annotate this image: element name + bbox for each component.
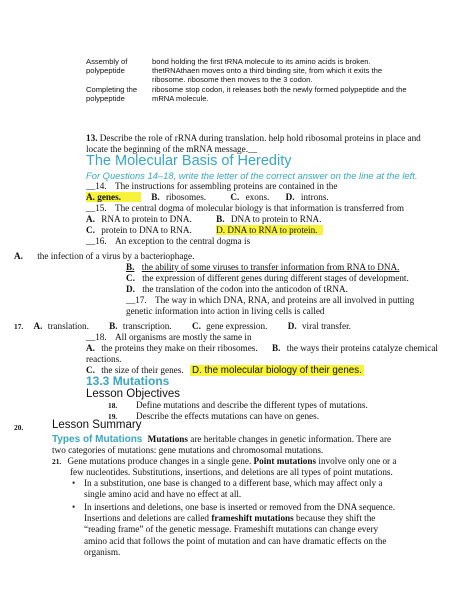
option-a: translation. xyxy=(47,321,89,331)
q16-option-a xyxy=(14,251,194,262)
option-b-label: B. xyxy=(151,192,160,202)
bullet-text: “reading frame” of the genetic message. Frameshift mutations can change every xyxy=(84,524,379,535)
option-b: transcription. xyxy=(122,321,172,331)
option-c-label: C. xyxy=(86,225,95,235)
question-text: Describe the role of rRNA during translation. help hold ribosomal proteins in place and xyxy=(99,133,421,143)
bullet-text: organism. xyxy=(84,546,121,557)
q17-options xyxy=(14,321,351,332)
answer-blank: __17. xyxy=(126,295,147,305)
objective-text: Describe the effects mutations can have on genes. xyxy=(136,411,320,421)
option-a-label: A. xyxy=(33,321,43,331)
table-term: polypeptide xyxy=(86,66,125,75)
answer-blank: __18. xyxy=(86,332,107,342)
bullet-text: Insertions and deletions are called xyxy=(84,513,210,524)
table-desc: ribosome stop codon, it releases both the newly formed polypeptide and the xyxy=(152,85,407,94)
option-b-label: B. xyxy=(271,343,281,353)
q16-option-b xyxy=(126,262,399,273)
point-mutations-text: involve only one or a xyxy=(318,456,397,466)
q15-options-cd xyxy=(86,225,323,236)
lesson-summary-heading: Lesson Summary xyxy=(52,419,142,431)
paragraph-number: 21. xyxy=(52,457,62,466)
q18-option-b-cont: reactions. xyxy=(86,354,122,364)
option-c: gene expression. xyxy=(206,321,268,331)
bullet-line xyxy=(84,513,464,524)
option-b: ribosomes. xyxy=(166,192,207,202)
option-b: DNA to protein to RNA. xyxy=(230,214,322,224)
instructions: For Questions 14–18, write the letter of the correct answer on the line at the left. xyxy=(86,170,418,181)
option-a: RNA to protein to DNA. xyxy=(101,214,192,224)
answer-blank: __15. xyxy=(86,203,107,213)
mutations-definition: are heritable changes in genetic information. There are xyxy=(190,434,392,444)
gene-mutations-text: Gene mutations produce changes in a single gene. xyxy=(67,456,252,466)
question-16 xyxy=(86,236,250,247)
option-d: D. the molecular biology of their genes. xyxy=(191,365,362,376)
option-d: D. DNA to RNA to protein. xyxy=(216,225,323,235)
section-title: The Molecular Basis of Heredity xyxy=(86,153,292,169)
mutations-categories: two categories of mutations: gene mutations and chromosomal mutations. xyxy=(52,445,324,455)
objective-number: 18. xyxy=(108,401,118,410)
option-c: the size of their genes. xyxy=(101,365,184,375)
option-a: the proteins they make on their ribosomes. xyxy=(101,343,258,353)
option-c-label: C. xyxy=(230,192,240,202)
q16-option-d xyxy=(126,284,348,295)
question-text: The way in which DNA, RNA, and proteins are all involved in putting xyxy=(154,295,415,305)
question-text: An exception to the central dogma is xyxy=(114,236,251,246)
question-17-cont: genetic information into action in living cells is called xyxy=(126,306,325,316)
option-b-label: B. xyxy=(216,214,225,224)
question-text: The central dogma of molecular biology is that information is transferred from xyxy=(114,203,405,213)
question-number: 17. xyxy=(14,322,24,331)
option-b: the ability of some viruses to transfer information from RNA to DNA. xyxy=(141,262,400,272)
option-d-label: D. xyxy=(287,321,297,331)
table-desc: thetRNAthaen moves onto a third binding site, from which it exits the xyxy=(152,66,383,75)
table-desc: ribosome. ribosome then moves to the 3 codon. xyxy=(152,75,313,84)
q14-options xyxy=(86,192,329,203)
paragraph-21 xyxy=(52,456,396,467)
bullet-insertions xyxy=(72,502,464,558)
option-d: introns. xyxy=(300,192,329,202)
section-13-3-title: 13.3 Mutations xyxy=(86,374,170,388)
table-desc: bond holding the first tRNA molecule to its amino acids is broken. xyxy=(152,57,371,66)
question-13 xyxy=(86,133,421,144)
lesson-summary-row xyxy=(14,419,142,433)
option-d: the translation of the codon into the anticodon of tRNA. xyxy=(142,284,348,294)
question-text: All organisms are mostly the same in xyxy=(114,332,252,342)
table-term: polypeptide xyxy=(86,94,125,103)
objective-text: Define mutations and describe the different types of mutations. xyxy=(136,400,368,410)
option-b-label: B. xyxy=(126,262,135,272)
frameshift-term: frameshift mutations xyxy=(211,513,294,524)
answer-blank: __14. xyxy=(86,181,107,191)
option-a-label: A. xyxy=(86,214,95,224)
lesson-objectives-heading: Lesson Objectives xyxy=(86,388,180,400)
option-d: viral transfer. xyxy=(301,321,351,331)
option-c-label: C. xyxy=(86,365,95,375)
bullet-icon: • xyxy=(72,502,76,512)
q16-option-c xyxy=(126,273,409,284)
question-14 xyxy=(86,181,337,192)
table-term: Assembly of xyxy=(86,57,128,66)
question-13-cont: locate the beginning of the mRNA message.__ xyxy=(86,144,258,154)
option-a: the infection of a virus by a bacteriophage. xyxy=(37,251,195,261)
objective-item xyxy=(108,400,368,411)
option-d-label: D. xyxy=(285,192,295,202)
paragraph-21-cont: few nucleotides. Substitutions, insertions, and deletions are all types of point mutations. xyxy=(70,467,393,477)
question-17 xyxy=(126,295,414,306)
bullet-text: In a substitution, one base is changed to a different base, which may affect only a xyxy=(84,478,383,488)
option-a-label: A. xyxy=(14,251,23,261)
option-d-label: D. xyxy=(126,284,135,294)
question-18 xyxy=(86,332,252,343)
table-desc: mRNA molecule. xyxy=(152,94,209,103)
option-b-label: B. xyxy=(109,321,118,331)
option-c: the expression of different genes during different stages of development. xyxy=(142,273,409,283)
answer-blank: __16. xyxy=(86,236,107,246)
question-15 xyxy=(86,203,404,214)
bullet-text: because they shift the xyxy=(296,513,376,524)
option-c-label: C. xyxy=(191,321,201,331)
point-mutations-term: Point mutations xyxy=(253,456,317,466)
option-b: the ways their proteins catalyze chemical xyxy=(286,343,438,353)
option-c-label: C. xyxy=(126,273,135,283)
option-c: protein to DNA to RNA. xyxy=(101,225,192,235)
question-text: The instructions for assembling proteins are contained in the xyxy=(114,181,338,191)
bullet-text: single amino acid and have no effect at all. xyxy=(84,489,242,500)
summary-number: 20. xyxy=(14,423,24,432)
option-c: exons. xyxy=(245,192,270,202)
bullet-text: In insertions and deletions, one base is inserted or removed from the DNA sequence. xyxy=(84,502,396,512)
option-a-label: A. xyxy=(86,343,95,353)
bullet-substitution xyxy=(72,478,464,500)
option-a: A. genes. xyxy=(86,192,141,202)
q15-options-ab xyxy=(86,214,321,225)
bullet-icon: • xyxy=(72,478,76,488)
table-term: Completing the xyxy=(86,85,138,94)
mutations-term: Mutations xyxy=(147,434,188,444)
types-of-mutations-heading: Types of Mutations xyxy=(52,434,143,445)
question-number: 13. xyxy=(86,133,98,143)
bullet-text: amino acid that follows the point of mutation and can have dramatic effects on the xyxy=(84,535,387,546)
q18-options-ab xyxy=(86,343,438,354)
objective-number: 19. xyxy=(108,412,118,421)
